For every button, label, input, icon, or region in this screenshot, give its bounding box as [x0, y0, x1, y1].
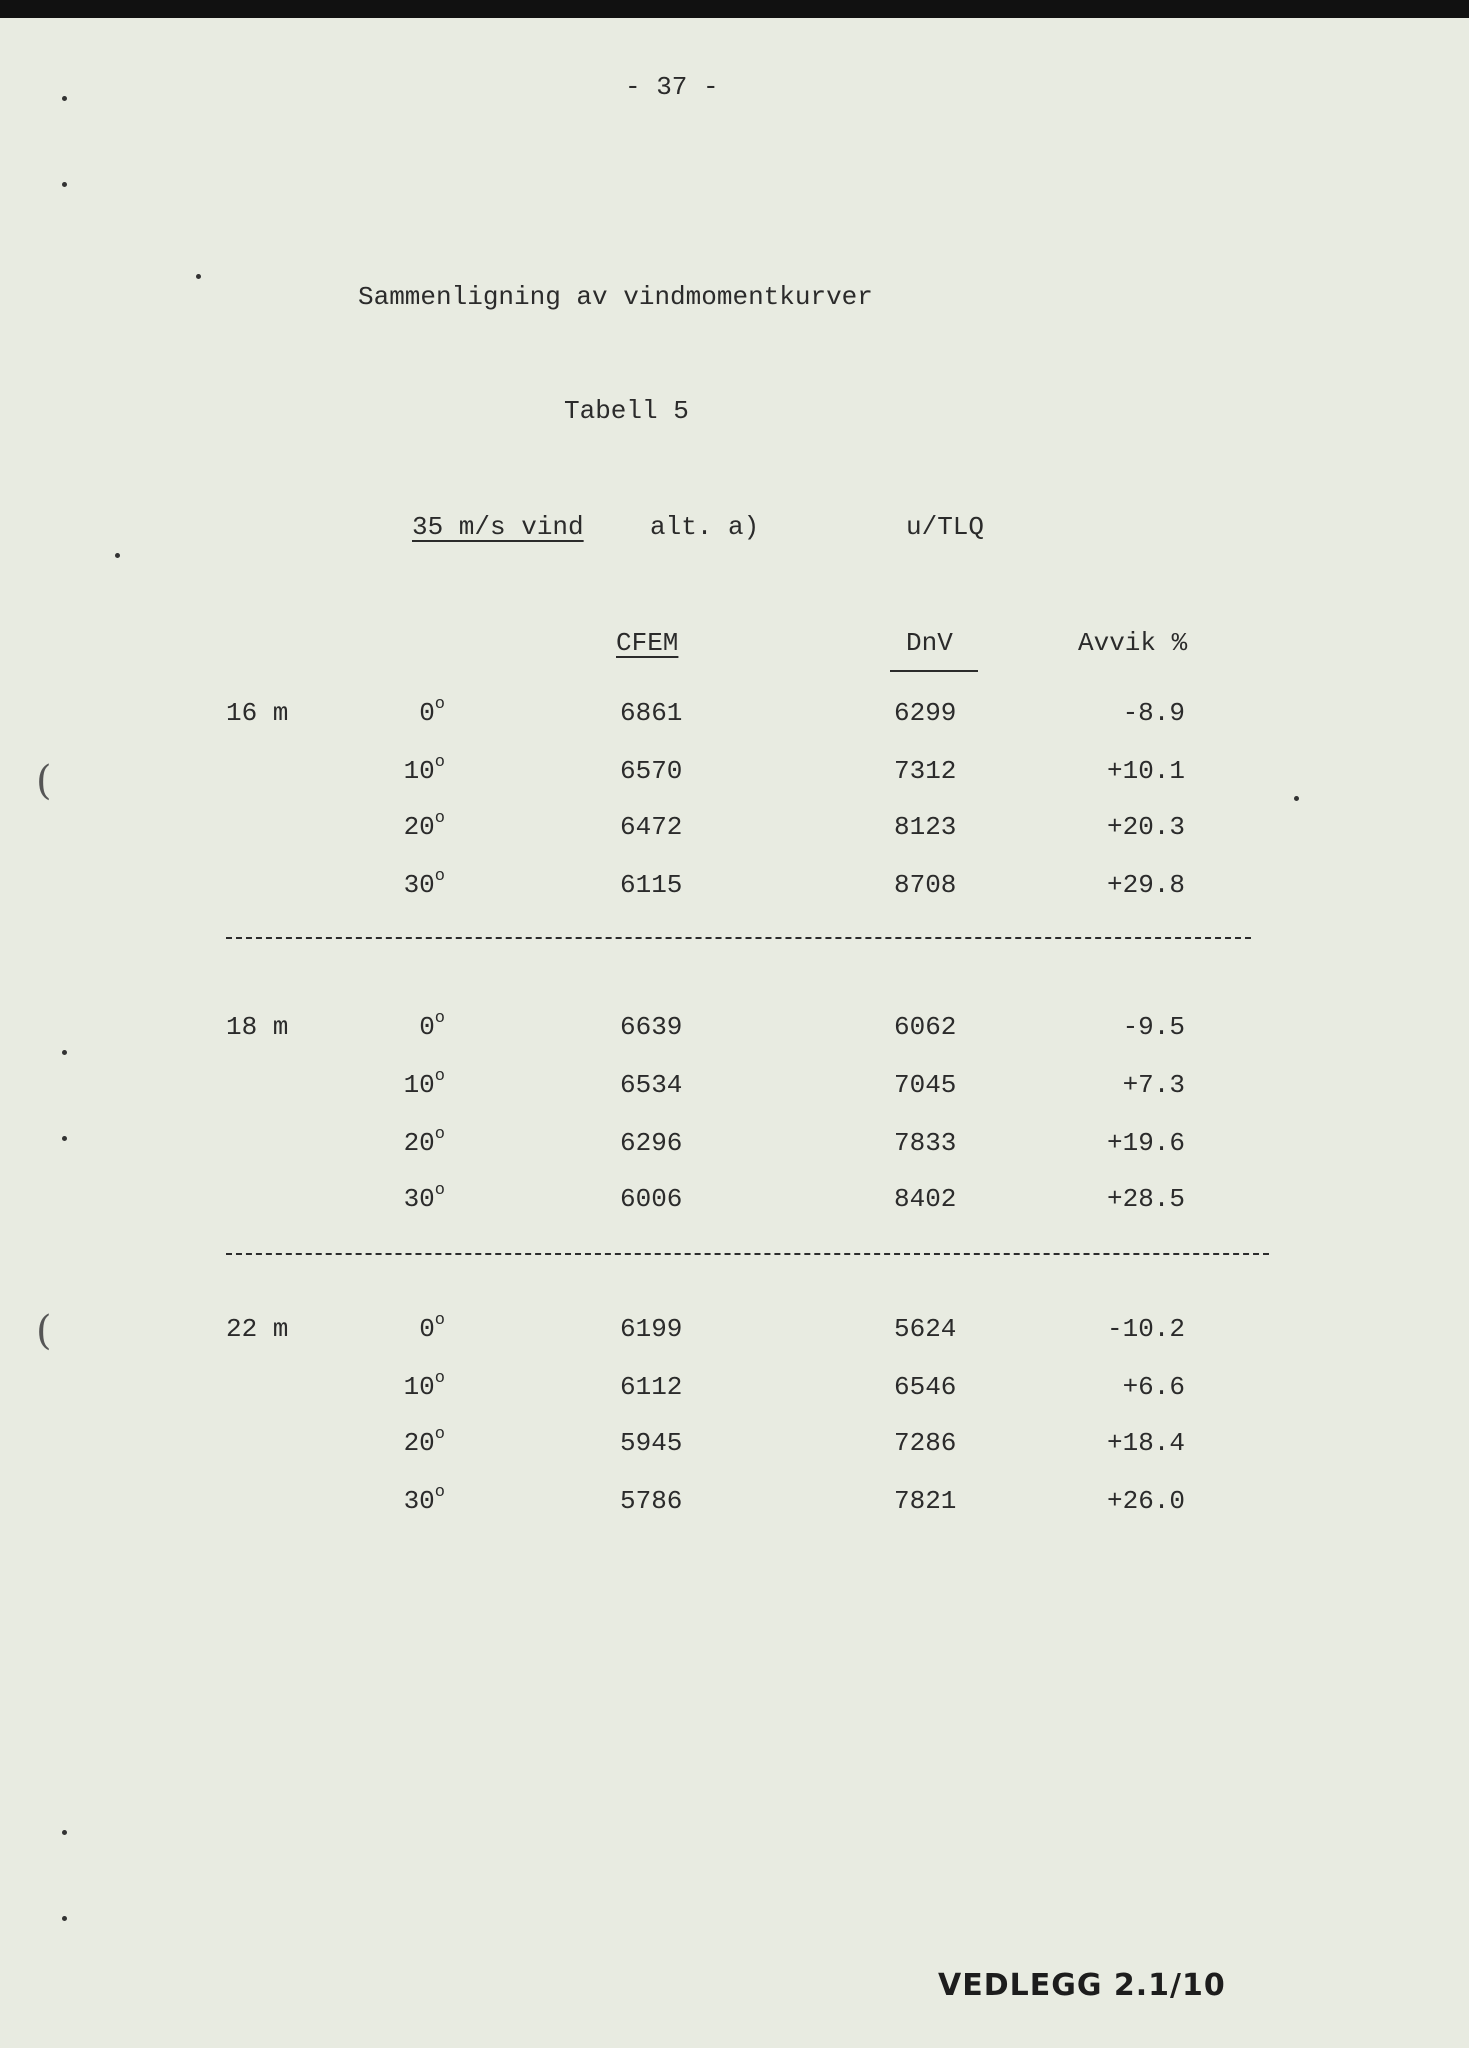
deviation-cell: +20.3 — [1106, 812, 1185, 842]
angle-cell: 10$^o$ — [403, 1369, 445, 1402]
deviation-cell: +29.8 — [1106, 870, 1185, 900]
header-dnv: DnV — [906, 628, 953, 658]
scan-speck — [115, 553, 120, 558]
alternative-label: alt. a) — [650, 512, 760, 542]
angle-cell: 0$^o$ — [419, 695, 445, 728]
dnv-cell: 7312 — [894, 756, 957, 786]
angle-cell: 30$^o$ — [403, 1181, 445, 1214]
scan-speck — [62, 182, 67, 187]
cfem-cell: 6112 — [620, 1372, 683, 1402]
deviation-cell: +26.0 — [1106, 1486, 1185, 1516]
cfem-cell: 5945 — [620, 1428, 683, 1458]
variant-label: u/TLQ — [906, 512, 985, 542]
group-height: 18 m — [226, 1012, 289, 1042]
dnv-cell: 7833 — [894, 1128, 957, 1158]
scan-speck — [62, 1830, 67, 1835]
angle-cell: 30$^o$ — [403, 867, 445, 900]
wind-condition: 35 m/s vind — [412, 512, 584, 542]
dnv-cell: 7286 — [894, 1428, 957, 1458]
punch-hole-mark: ( — [36, 758, 52, 804]
angle-cell: 10$^o$ — [403, 753, 445, 786]
group-height: 22 m — [226, 1314, 289, 1344]
deviation-cell: +6.6 — [1122, 1372, 1185, 1402]
header-deviation: Avvik % — [1078, 628, 1188, 658]
deviation-cell: -10.2 — [1106, 1314, 1185, 1344]
dnv-cell: 7821 — [894, 1486, 957, 1516]
cfem-cell: 6472 — [620, 812, 683, 842]
scan-speck — [62, 1136, 67, 1141]
table-label: Tabell 5 — [564, 396, 689, 426]
dnv-cell: 6546 — [894, 1372, 957, 1402]
dnv-cell: 6299 — [894, 698, 957, 728]
deviation-cell: -9.5 — [1122, 1012, 1185, 1042]
angle-cell: 10$^o$ — [403, 1067, 445, 1100]
deviation-cell: -8.9 — [1122, 698, 1185, 728]
deviation-cell: +19.6 — [1106, 1128, 1185, 1158]
dnv-cell: 8123 — [894, 812, 957, 842]
dnv-cell: 7045 — [894, 1070, 957, 1100]
deviation-cell: +7.3 — [1122, 1070, 1185, 1100]
cfem-cell: 6534 — [620, 1070, 683, 1100]
angle-cell: 30$^o$ — [403, 1483, 445, 1516]
angle-cell: 20$^o$ — [403, 809, 445, 842]
group-separator — [226, 1253, 1269, 1255]
cfem-cell: 6639 — [620, 1012, 683, 1042]
cfem-cell: 6006 — [620, 1184, 683, 1214]
scan-speck — [196, 274, 201, 279]
scan-speck — [62, 1916, 67, 1921]
appendix-stamp: VEDLEGG 2.1/10 — [938, 1968, 1226, 2003]
deviation-cell: +10.1 — [1106, 756, 1185, 786]
cfem-cell: 6861 — [620, 698, 683, 728]
document-page — [0, 18, 1469, 2048]
scan-speck — [62, 1050, 67, 1055]
cfem-cell: 6199 — [620, 1314, 683, 1344]
deviation-cell: +28.5 — [1106, 1184, 1185, 1214]
angle-cell: 0$^o$ — [419, 1311, 445, 1344]
cfem-cell: 6570 — [620, 756, 683, 786]
punch-hole-mark: ( — [36, 1308, 52, 1354]
deviation-cell: +18.4 — [1106, 1428, 1185, 1458]
scan-speck — [62, 96, 67, 101]
angle-cell: 20$^o$ — [403, 1125, 445, 1158]
dnv-cell: 8402 — [894, 1184, 957, 1214]
document-title: Sammenligning av vindmomentkurver — [358, 282, 873, 312]
group-height: 16 m — [226, 698, 289, 728]
cfem-cell: 6115 — [620, 870, 683, 900]
dnv-cell: 8708 — [894, 870, 957, 900]
group-separator — [226, 937, 1251, 939]
header-cfem: CFEM — [616, 628, 679, 658]
dnv-cell: 6062 — [894, 1012, 957, 1042]
angle-cell: 20$^o$ — [403, 1425, 445, 1458]
scan-speck — [1294, 796, 1299, 801]
cfem-cell: 6296 — [620, 1128, 683, 1158]
angle-cell: 0$^o$ — [419, 1009, 445, 1042]
dnv-cell: 5624 — [894, 1314, 957, 1344]
cfem-cell: 5786 — [620, 1486, 683, 1516]
header-dnv-underline — [890, 670, 978, 672]
page-number: - 37 - — [625, 72, 719, 102]
